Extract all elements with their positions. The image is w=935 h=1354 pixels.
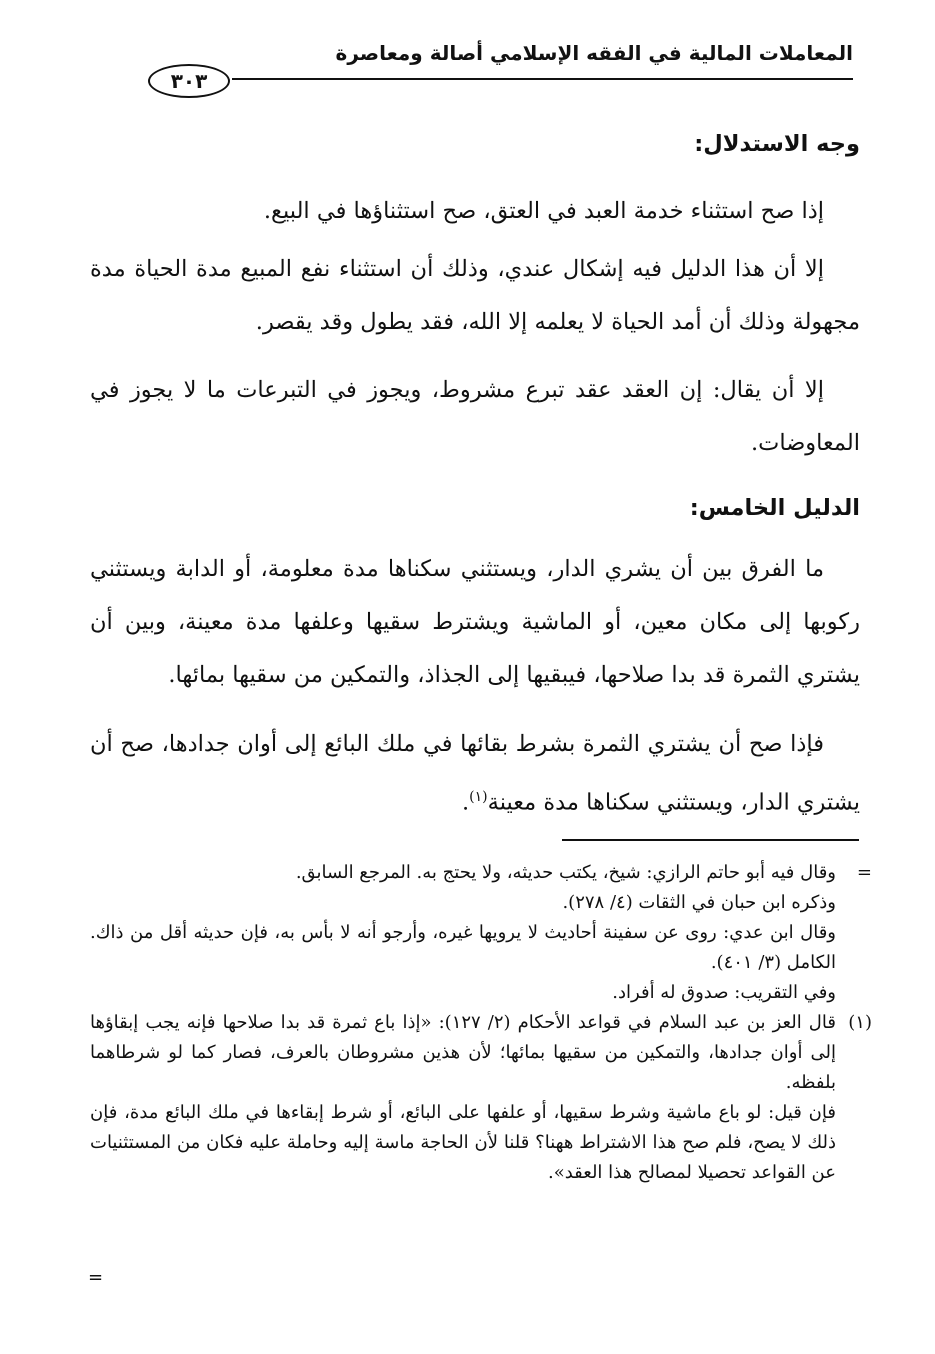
continues-marker: = <box>88 1267 104 1288</box>
main-text-block-4 <box>90 482 860 535</box>
footnotes <box>90 858 872 1188</box>
footnote-text: وقال ابن عدي: روى عن سفينة أحاديث لا يرويها غيره، وأرجو أنه لا بأس به، فإن حديثه أقل من ذاك. الكامل (٣/ ٤٠١). <box>90 922 836 973</box>
footnote-separator <box>562 839 859 841</box>
heading-al-dalil-al-khamis: الدليل الخامس: <box>689 495 860 521</box>
footnote-text: وقال فيه أبو حاتم الرازي: شيخ، يكتب حديثه، ولا يحتج به. المرجع السابق. <box>295 862 836 883</box>
footnote-ref: (١) <box>469 789 488 805</box>
paragraph: إلا أن هذا الدليل فيه إشكال عندي، وذلك أن استثناء نفع المبيع مدة الحياة مدة مجهولة وذلك أن أمد الحياة لا يعلمه إلا الله، فقد يطول وقد يقصر. <box>90 256 860 335</box>
main-text-block-6 <box>90 718 860 830</box>
paragraph: إذا صح استثناء خدمة العبد في العتق، صح استثناؤها في البيع. <box>263 198 824 224</box>
paragraph <box>90 718 860 830</box>
running-title: المعاملات المالية في الفقه الإسلامي أصالة ومعاصرة <box>335 41 853 65</box>
footnote-text: وفي التقريب: صدوق له أفراد. <box>612 982 836 1003</box>
main-text-block-1 <box>90 185 860 238</box>
continuation-marker: = <box>856 862 872 883</box>
main-text-block-2 <box>90 243 860 349</box>
main-text-block-5 <box>90 543 860 702</box>
footnote-number: (١) <box>848 1012 872 1033</box>
paragraph: إلا أن يقال: إن العقد عقد تبرع مشروط، ويجوز في التبرعات ما لا يجوز في المعاوضات. <box>90 377 860 456</box>
main-text <box>90 118 860 171</box>
footnote-continued <box>90 858 872 1008</box>
footnote-text: قال العز بن عبد السلام في قواعد الأحكام (٢/ ١٢٧): «إذا باع ثمرة قد بدا صلاحها فإنه يجب إبقاؤها إلى أوان جدادها، والتمكين من سقيها بمائها؛ لأن هذين مشروطان بالعرف، فصار كما لو شرطاهما بلفظه. <box>90 1012 836 1093</box>
heading-wajh-al-istidlal: وجه الاستدلال: <box>694 131 860 157</box>
page-number: ٣٠٣ <box>170 69 208 93</box>
footnote-text: وذكره ابن حبان في الثقات (٤/ ٢٧٨). <box>562 892 836 913</box>
paragraph: ما الفرق بين أن يشري الدار، ويستثني سكناها مدة معلومة، أو الدابة ويستثني ركوبها إلى مكان معين، أو الماشية ويشترط سقيها وعلفها مدة معينة، وبين أن يشتري الثمرة قد بدا صلاحها، فيبقيها إلى الجذاذ، والتمكين من سقيها بمائها. <box>90 556 860 688</box>
paragraph-text: فإذا صح أن يشتري الثمرة بشرط بقائها في ملك البائع إلى أوان جدادها، صح أن يشتري الدار، ويستثني سكناها مدة معينة <box>90 731 860 816</box>
header-rule <box>232 78 853 80</box>
page-number-badge <box>148 64 230 98</box>
footnote-1 <box>90 1008 872 1098</box>
footnote-text: فإن قيل: لو باع ماشية وشرط سقيها، أو علفها على البائع، أو شرط إبقاءها في ملك البائع مدة، فإن ذلك لا يصح، فلم صح هذا الاشتراط ههنا؟ قلنا لأن الحاجة ماسة إليه وحاملة عليه فكان من المستثنيات عن القواعد تحصيلا لمصالح هذا العقد». <box>90 1102 836 1183</box>
paragraph-end: . <box>462 789 470 816</box>
main-text-block-3 <box>90 364 860 470</box>
